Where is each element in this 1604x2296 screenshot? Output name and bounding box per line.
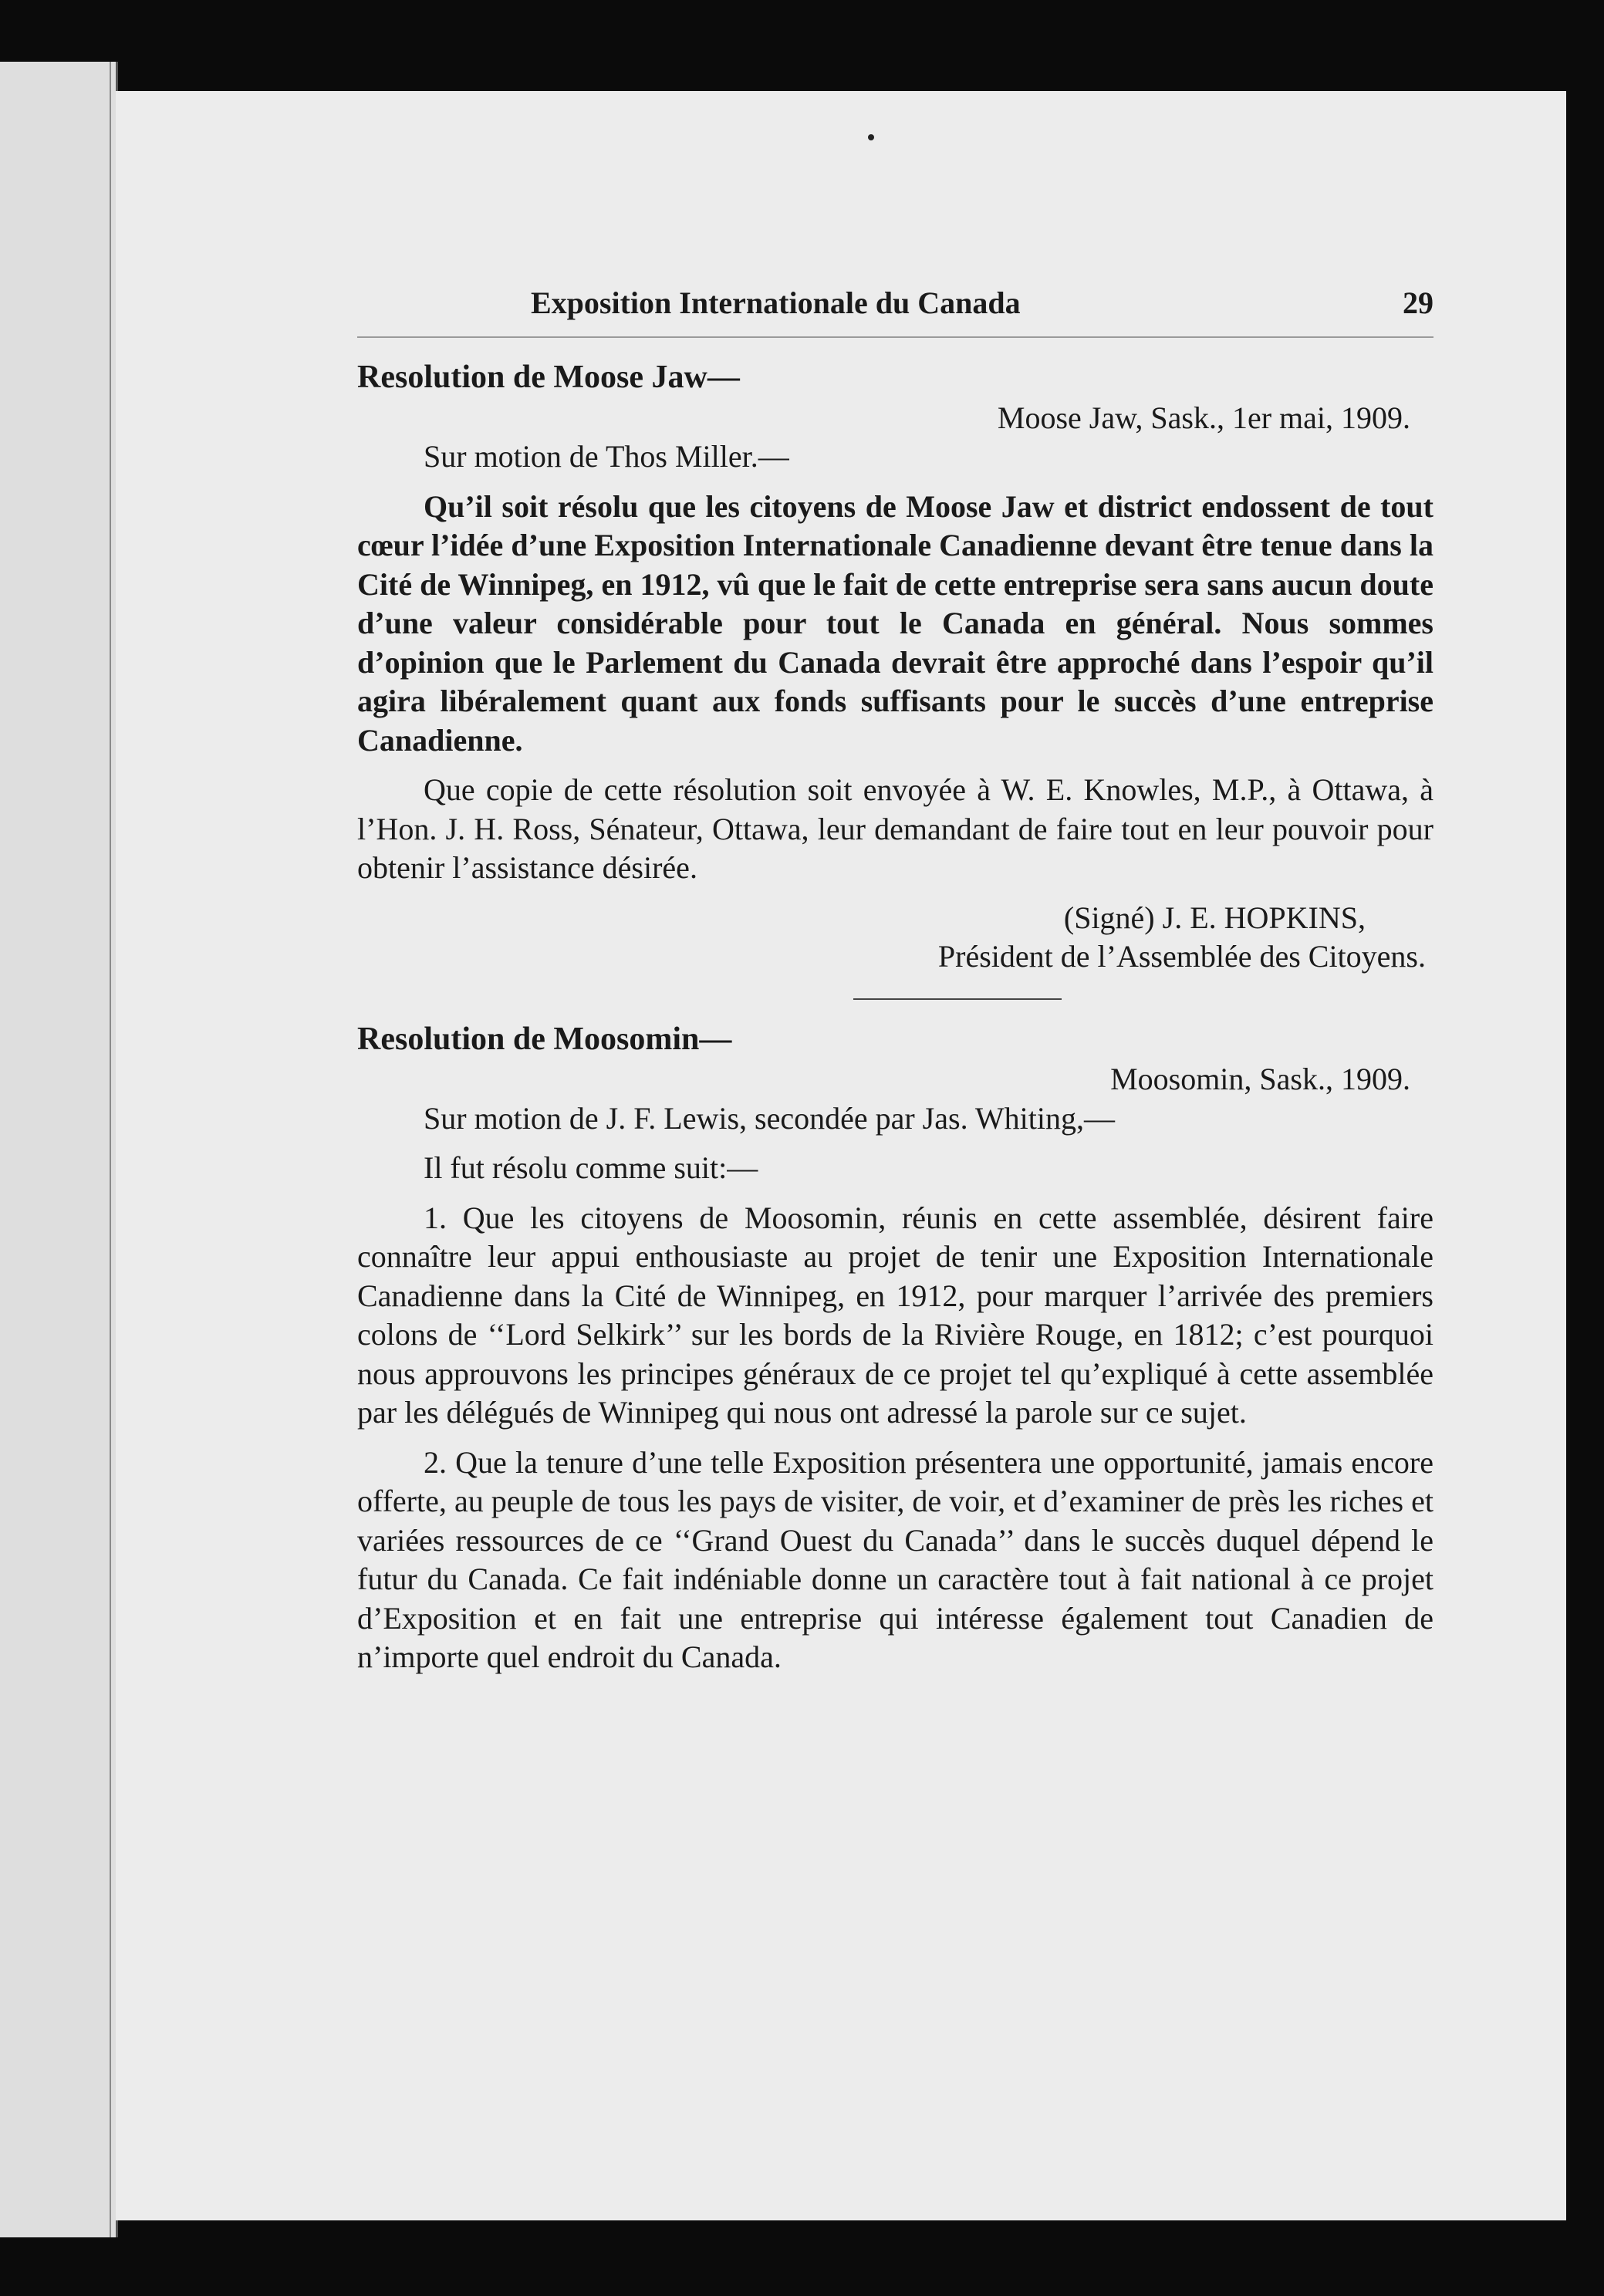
- resolution-item-1: 1. Que les citoyens de Moosomin, réunis en cette assemblée, désirent faire connaître leur appui enthousiaste au projet de tenir une Exposition Internationale Canadienne dans la Cité de Winnipeg, en 1912, pour marquer l’arrivée des premiers colons de ‘‘Lord Selkirk’’ sur les bords de la Rivière Rouge, en 1812; c’est pourquoi nous approuvons les principes généraux de ce projet tel qu’expliqué à cette assemblée par les délégués de Winnipeg qui nous ont adressé la parole sur ce sujet.: [357, 1200, 1433, 1430]
- section-title-moose-jaw: Resolution de Moose Jaw—: [357, 360, 740, 395]
- section-title-moosomin: Resolution de Moosomin—: [357, 1021, 732, 1057]
- resolution-item-2: 2. Que la tenure d’une telle Exposition présentera une opportunité, jamais encore offerte, au peuple de tous les pays de visiter, de voir, et d’examiner de près les riches et variées ressources de ce ‘‘Grand Ouest du Canada’’ dans le succès duquel dépend le futur du Canada. Ce fait indéniable donne un caractère tout à fait national à ce projet d’Exposition et en fait une entreprise qui intéresse également tout Canadien de n’importe quel endroit du Canada.: [357, 1444, 1433, 1674]
- page-gutter-line: [110, 62, 111, 2237]
- scanned-page: [116, 91, 1566, 2220]
- dateline-moosomin: Moosomin, Sask., 1909.: [1110, 1062, 1410, 1096]
- running-head: [357, 284, 1433, 330]
- section-separator: [853, 998, 1062, 1000]
- signature-block: [357, 899, 1433, 977]
- resolution-paragraph: Que copie de cette résolution soit envoyée à W. E. Knowles, M.P., à Ottawa, à l’Hon. J. H. Ross, Sénateur, Ottawa, leur demandant de faire tout en leur pouvoir pour obtenir l’assistance désirée.: [357, 772, 1433, 885]
- signature-name: (Signé) J. E. HOPKINS,: [1063, 900, 1366, 935]
- facing-page-edge: [0, 62, 118, 2237]
- page-number: 29: [1403, 285, 1433, 320]
- header-rule: [357, 336, 1433, 338]
- resolution-paragraph: Qu’il soit résolu que les citoyens de Moose Jaw et district endossent de tout cœur l’idée d’une Exposition Internationale Canadienne devant être tenue dans la Cité de Winnipeg, en 1912, vû que le fait de cette entreprise sera sans aucun doute d’une valeur considérable pour tout le Canada en général. Nous sommes d’opinion que le Parlement du Canada devrait être approché dans l’espoir qu’il agira libéralement quant aux fonds suffisants pour le succès d’une entreprise Canadienne.: [357, 488, 1433, 758]
- mover-moose-jaw: Sur motion de Thos Miller.—: [424, 439, 789, 474]
- running-head-title: Exposition Internationale du Canada: [531, 285, 1021, 320]
- page-content: [357, 284, 1433, 1688]
- signature-title: Président de l’Assemblée des Citoyens.: [937, 939, 1426, 974]
- scan-speck: [868, 134, 874, 140]
- mover-moosomin: Sur motion de J. F. Lewis, secondée par Jas. Whiting,—: [424, 1100, 1115, 1136]
- dateline-moose-jaw: Moose Jaw, Sask., 1er mai, 1909.: [997, 400, 1410, 435]
- resolved-line: Il fut résolu comme suit:—: [424, 1150, 758, 1185]
